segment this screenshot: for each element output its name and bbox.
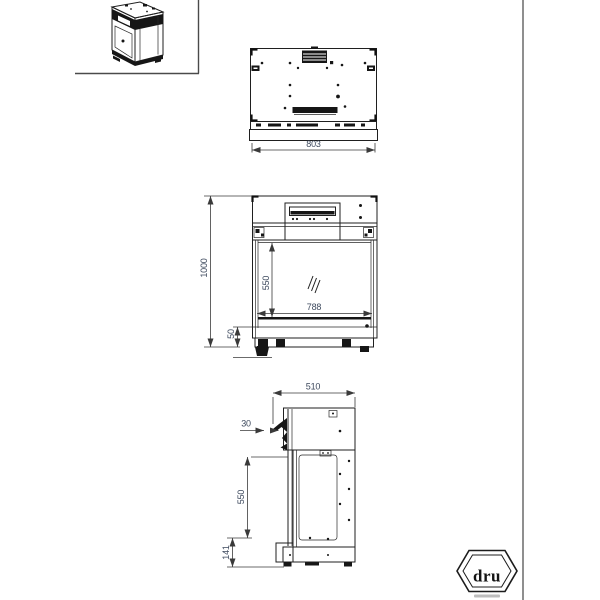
glass-shine-icon [308, 276, 320, 293]
logo-caption-illegible [474, 595, 500, 598]
dimension-side-depth [273, 382, 355, 425]
top-view [250, 47, 378, 153]
dimension-side-base-height [221, 538, 284, 567]
iso-top-details [125, 4, 155, 12]
front-top-box [285, 203, 340, 240]
front-adjustable-foot [255, 347, 269, 356]
side-base [276, 543, 355, 567]
top-rear-bar [293, 107, 338, 113]
dimension-front-glass-height [261, 243, 272, 317]
dimension-top-width [252, 139, 375, 153]
dim-label-50: 50 [226, 329, 236, 339]
side-view [221, 382, 355, 568]
front-base [255, 338, 374, 356]
dim-label-803: 803 [306, 139, 321, 149]
dimension-front-height [199, 196, 252, 347]
side-access-panel [299, 455, 337, 540]
side-glass-panel [288, 409, 292, 546]
iso-glass-dot [122, 40, 125, 43]
dru-logo [457, 551, 517, 598]
front-hole-2 [359, 216, 362, 219]
dimension-front-glass-width [257, 302, 372, 314]
dim-label-side-550: 550 [236, 489, 246, 505]
front-flange [253, 223, 378, 240]
dim-label-510: 510 [305, 381, 321, 392]
front-view [199, 196, 377, 358]
dimension-side-glass-height [227, 457, 288, 538]
dim-label-1000: 1000 [199, 258, 209, 278]
dim-label-30: 30 [241, 418, 251, 429]
top-view-holes [261, 61, 367, 109]
dim-label-141: 141 [221, 545, 231, 560]
side-glass-bracket [273, 418, 287, 450]
dim-label-788: 788 [306, 302, 322, 312]
dim-label-front-550: 550 [261, 275, 271, 291]
side-body [293, 450, 355, 547]
top-side-tabs [252, 66, 376, 72]
iso-top-band-side [135, 14, 163, 30]
logo-wordmark: dru [473, 566, 501, 586]
front-hole-1 [359, 204, 362, 207]
top-front-rail [250, 122, 378, 141]
isometric-view [112, 2, 163, 66]
front-glass [253, 240, 378, 338]
